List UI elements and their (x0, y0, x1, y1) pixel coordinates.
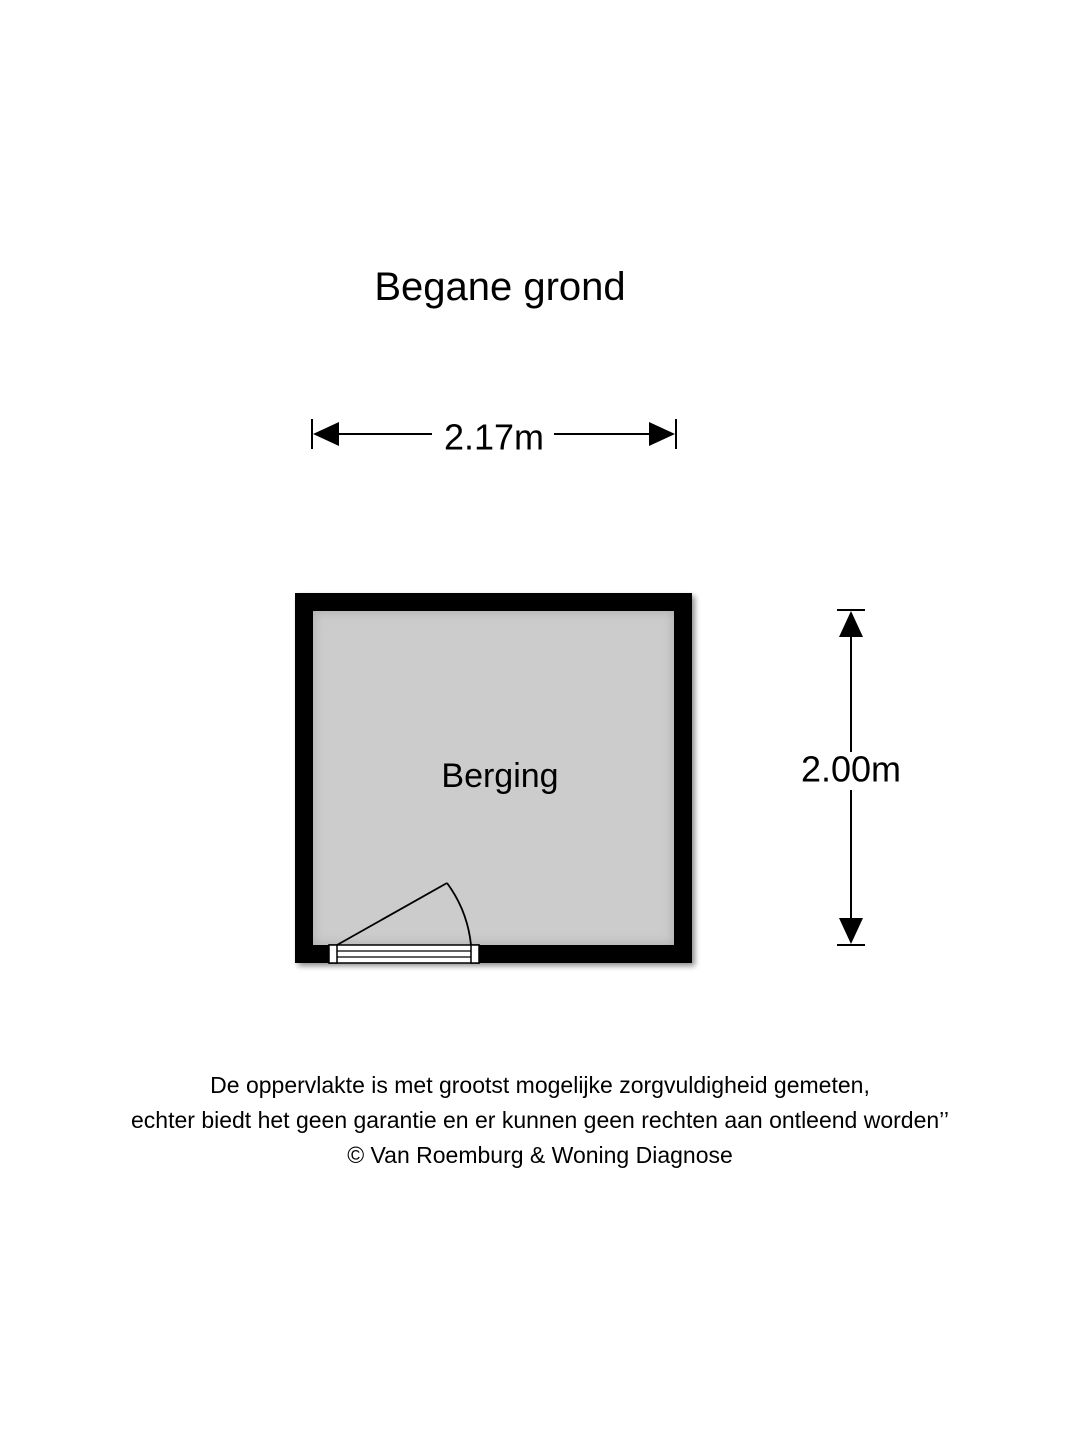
disclaimer-line-1: De oppervlakte is met grootst mogelijke zorgvuldigheid gemeten, (210, 1072, 870, 1098)
door-opening (329, 945, 479, 963)
width-dimension (312, 417, 676, 458)
door-jamb-left (329, 945, 337, 963)
depth-label: 2.00m (800, 748, 902, 790)
floor-title: Begane grond (374, 265, 626, 309)
room-berging (295, 593, 692, 963)
depth-dimension (801, 610, 901, 945)
width-arrow-left-icon (313, 422, 339, 446)
depth-arrow-up-icon (839, 611, 863, 637)
width-label: 2.17m (443, 416, 545, 458)
depth-arrow-down-icon (839, 918, 863, 944)
width-arrow-right-icon (649, 422, 675, 446)
disclaimer-copyright: © Van Roemburg & Woning Diagnose (347, 1142, 733, 1168)
door-jamb-right (471, 945, 479, 963)
room-label: Berging (441, 757, 559, 795)
disclaimer (0, 1068, 1080, 1173)
disclaimer-line-2: echter biedt het geen garantie en er kunnen geen rechten aan ontleend worden’’ (131, 1107, 949, 1133)
